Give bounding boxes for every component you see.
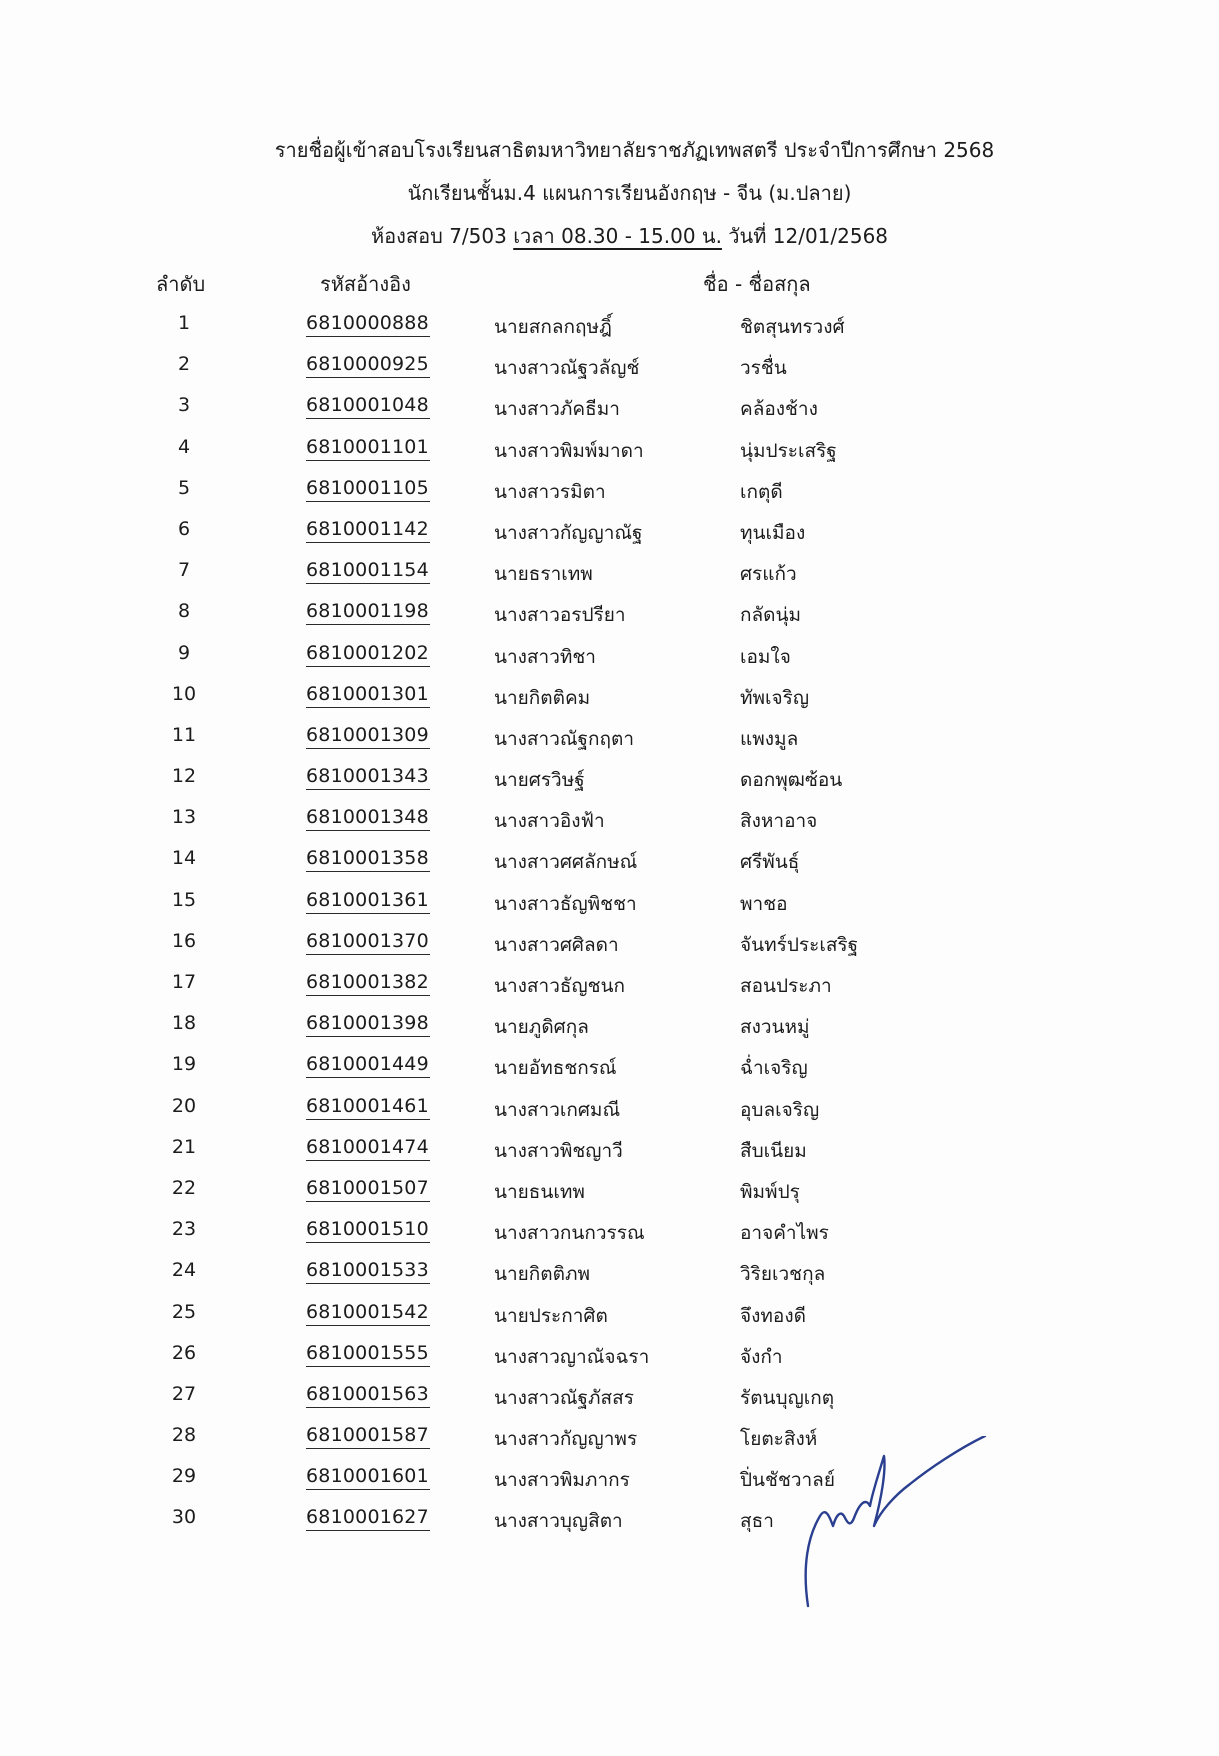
row-first-name: นางสาวอิงฟ้า	[494, 810, 605, 833]
table-row	[0, 883, 1219, 924]
row-seq: 19	[171, 1053, 197, 1076]
row-seq: 11	[171, 723, 197, 746]
row-seq: 3	[177, 394, 191, 417]
row-last-name: จันทร์ประเสริฐ	[740, 933, 859, 956]
row-ref-code: 6810001398	[306, 1012, 430, 1037]
row-first-name: นายศรวิษฐ์	[494, 769, 585, 792]
row-last-name: รัตนบุญเกตุ	[740, 1386, 835, 1409]
row-first-name: นางสาวกนกวรรณ	[494, 1222, 645, 1245]
student-list	[0, 306, 1219, 1542]
row-first-name: นางสาวเกศมณี	[494, 1098, 621, 1121]
table-row	[0, 1459, 1219, 1500]
column-header-seq: ลำดับ	[156, 272, 206, 296]
table-row	[0, 553, 1219, 594]
row-seq: 27	[171, 1382, 197, 1405]
table-row	[0, 388, 1219, 429]
row-ref-code: 6810001105	[306, 477, 430, 502]
row-first-name: นายกิตติภพ	[494, 1263, 591, 1286]
table-row	[0, 1336, 1219, 1377]
row-seq: 5	[177, 476, 191, 499]
row-seq: 2	[177, 353, 191, 376]
row-last-name: ดอกพุฒซ้อน	[740, 769, 843, 792]
table-row	[0, 636, 1219, 677]
row-last-name: จึงทองดี	[740, 1304, 806, 1327]
document-title: รายชื่อผู้เข้าสอบโรงเรียนสาธิตมหาวิทยาลัยราชภัฏเทพสตรี ประจำปีการศึกษา 2568	[274, 138, 995, 162]
table-row	[0, 718, 1219, 759]
row-ref-code: 6810001601	[306, 1465, 430, 1490]
exam-time: เวลา 08.30 - 15.00 น.	[513, 224, 722, 248]
table-row	[0, 924, 1219, 965]
row-seq: 15	[171, 888, 197, 911]
table-row	[0, 1253, 1219, 1294]
row-first-name: นายกิตติคม	[494, 686, 591, 709]
row-seq: 29	[171, 1465, 197, 1488]
row-last-name: ทัพเจริญ	[740, 686, 810, 709]
row-ref-code: 6810001587	[306, 1424, 430, 1449]
row-last-name: นุ่มประเสริฐ	[740, 439, 837, 462]
table-row	[0, 1500, 1219, 1541]
exam-room-time-date	[0, 220, 1219, 252]
exam-room: ห้องสอบ 7/503	[370, 224, 514, 248]
row-ref-code: 6810001198	[306, 600, 430, 625]
row-seq: 14	[171, 847, 197, 870]
row-seq: 6	[177, 517, 191, 540]
row-ref-code: 6810001533	[306, 1259, 430, 1284]
row-ref-code: 6810001627	[306, 1506, 430, 1531]
row-first-name: นางสาวพิมภากร	[494, 1469, 630, 1492]
row-last-name: ปิ่นชัชวาลย์	[740, 1469, 835, 1492]
row-ref-code: 6810001101	[306, 436, 430, 461]
table-row	[0, 1006, 1219, 1047]
row-seq: 21	[171, 1135, 197, 1158]
row-seq: 8	[177, 600, 191, 623]
row-seq: 17	[171, 971, 197, 993]
row-last-name: คล้องช้าง	[740, 398, 818, 421]
row-last-name: สืบเนียม	[740, 1139, 807, 1162]
row-seq: 12	[171, 765, 197, 788]
table-row	[0, 594, 1219, 635]
table-row	[0, 1089, 1219, 1130]
row-ref-code: 6810001348	[306, 806, 430, 831]
document-subtitle: นักเรียนชั้นม.4 แผนการเรียนอังกฤษ - จีน (ม.ปลาย)	[407, 181, 852, 205]
row-seq: 9	[177, 641, 191, 664]
row-first-name: นางสาวณัฐกฤตา	[494, 727, 634, 750]
row-seq: 24	[171, 1259, 197, 1282]
row-ref-code: 6810001358	[306, 847, 430, 872]
row-seq: 25	[171, 1300, 197, 1323]
row-seq: 23	[171, 1218, 197, 1241]
row-first-name: นางสาวอรปรียา	[494, 604, 626, 627]
row-ref-code: 6810001154	[306, 559, 430, 584]
row-last-name: วรชื่น	[740, 357, 787, 380]
table-row	[0, 347, 1219, 388]
row-ref-code: 6810001449	[306, 1053, 430, 1078]
row-seq: 7	[177, 559, 191, 582]
table-row	[0, 677, 1219, 718]
row-ref-code: 6810000925	[306, 353, 430, 378]
table-row	[0, 841, 1219, 882]
signature-icon	[800, 1436, 990, 1616]
row-ref-code: 6810001370	[306, 930, 430, 955]
row-first-name: นายธนเทพ	[494, 1180, 585, 1203]
row-last-name: อาจคำไพร	[740, 1222, 829, 1245]
row-first-name: นางสาวบุญสิตา	[494, 1510, 623, 1533]
table-row	[0, 759, 1219, 800]
row-ref-code: 6810001563	[306, 1383, 430, 1408]
row-first-name: นางสาวภัคธีมา	[494, 398, 620, 421]
row-ref-code: 6810001542	[306, 1301, 430, 1326]
row-ref-code: 6810001343	[306, 765, 430, 790]
row-first-name: นายธราเทพ	[494, 563, 593, 586]
row-seq: 28	[171, 1424, 197, 1447]
row-ref-code: 6810000888	[306, 312, 430, 337]
row-last-name: พาชอ	[740, 892, 788, 915]
row-last-name: โยตะสิงห์	[740, 1428, 818, 1451]
row-last-name: สงวนหมู่	[740, 1016, 810, 1039]
row-last-name: สอนประภา	[740, 975, 832, 997]
row-first-name: นางสาวณัฐภัสสร	[494, 1386, 634, 1409]
row-first-name: นางสาวพิมพ์มาดา	[494, 439, 644, 462]
column-header-name: ชื่อ - ชื่อสกุล	[703, 272, 811, 296]
row-seq: 16	[171, 929, 197, 952]
column-header-ref: รหัสอ้างอิง	[320, 272, 411, 296]
table-row	[0, 306, 1219, 347]
row-first-name: นางสาวพิชญาวี	[494, 1139, 623, 1162]
row-first-name: นางสาวธัญชนก	[494, 975, 626, 997]
row-first-name: นางสาวศศิลดา	[494, 933, 619, 956]
table-row	[0, 1047, 1219, 1088]
row-ref-code: 6810001507	[306, 1177, 430, 1202]
table-row	[0, 1377, 1219, 1418]
row-last-name: แพงมูล	[740, 727, 799, 750]
row-last-name: เกตุดี	[740, 480, 783, 503]
row-seq: 13	[171, 806, 197, 829]
row-last-name: พิมพ์ปรุ	[740, 1180, 800, 1203]
row-last-name: ศรีพันธุ์	[740, 851, 800, 874]
row-seq: 10	[171, 682, 197, 705]
row-ref-code: 6810001361	[306, 889, 430, 914]
row-ref-code: 6810001474	[306, 1136, 430, 1161]
row-ref-code: 6810001510	[306, 1218, 430, 1243]
row-seq: 18	[171, 1012, 197, 1035]
row-seq: 30	[171, 1506, 197, 1529]
row-ref-code: 6810001382	[306, 971, 430, 996]
row-ref-code: 6810001309	[306, 724, 430, 749]
row-first-name: นายภูดิศกุล	[494, 1016, 589, 1039]
row-ref-code: 6810001461	[306, 1095, 430, 1120]
table-row	[0, 1130, 1219, 1171]
table-row	[0, 471, 1219, 512]
row-last-name: สุธา	[740, 1510, 774, 1533]
row-first-name: นางสาวกัญญาพร	[494, 1428, 638, 1451]
table-row	[0, 430, 1219, 471]
row-last-name: ชิตสุนทรวงศ์	[740, 316, 845, 338]
row-last-name: ฉ่ำเจริญ	[740, 1057, 808, 1080]
row-last-name: อุบลเจริญ	[740, 1098, 820, 1121]
row-seq: 26	[171, 1341, 197, 1364]
row-first-name: นางสาวทิชา	[494, 645, 596, 668]
row-last-name: ศรแก้ว	[740, 563, 797, 586]
row-first-name: นายอัทธชกรณ์	[494, 1057, 617, 1080]
row-seq: 4	[177, 435, 191, 458]
table-row	[0, 1171, 1219, 1212]
row-first-name: นางสาวศศลักษณ์	[494, 851, 638, 874]
row-ref-code: 6810001301	[306, 683, 430, 708]
table-row	[0, 1295, 1219, 1336]
row-seq: 22	[171, 1176, 197, 1199]
row-last-name: วิริยเวชกุล	[740, 1263, 826, 1286]
table-row	[0, 1212, 1219, 1253]
row-first-name: นางสาวณัฐวลัญช์	[494, 357, 640, 380]
row-first-name: นางสาวธัญพิชชา	[494, 892, 637, 915]
row-first-name: นางสาวญาณัจฉรา	[494, 1345, 650, 1368]
row-first-name: นายสกลกฤษฎิ์	[494, 316, 612, 338]
row-first-name: นางสาวกัญญาณัฐ	[494, 521, 643, 544]
table-row	[0, 1418, 1219, 1459]
row-ref-code: 6810001202	[306, 642, 430, 667]
row-last-name: เอมใจ	[740, 645, 791, 668]
row-last-name: สิงหาอาจ	[740, 810, 818, 833]
exam-date: วันที่ 12/01/2568	[721, 224, 889, 248]
row-ref-code: 6810001555	[306, 1342, 430, 1367]
row-seq: 20	[171, 1094, 197, 1117]
row-ref-code: 6810001048	[306, 394, 430, 419]
row-seq: 1	[177, 312, 191, 334]
table-row	[0, 800, 1219, 841]
row-last-name: กลัดนุ่ม	[740, 604, 801, 627]
table-row	[0, 965, 1219, 1006]
row-first-name: นายประกาศิต	[494, 1304, 608, 1327]
row-last-name: ทุนเมือง	[740, 521, 806, 544]
table-row	[0, 512, 1219, 553]
row-ref-code: 6810001142	[306, 518, 430, 543]
row-last-name: จังกำ	[740, 1345, 783, 1368]
row-first-name: นางสาวรมิตา	[494, 480, 606, 503]
